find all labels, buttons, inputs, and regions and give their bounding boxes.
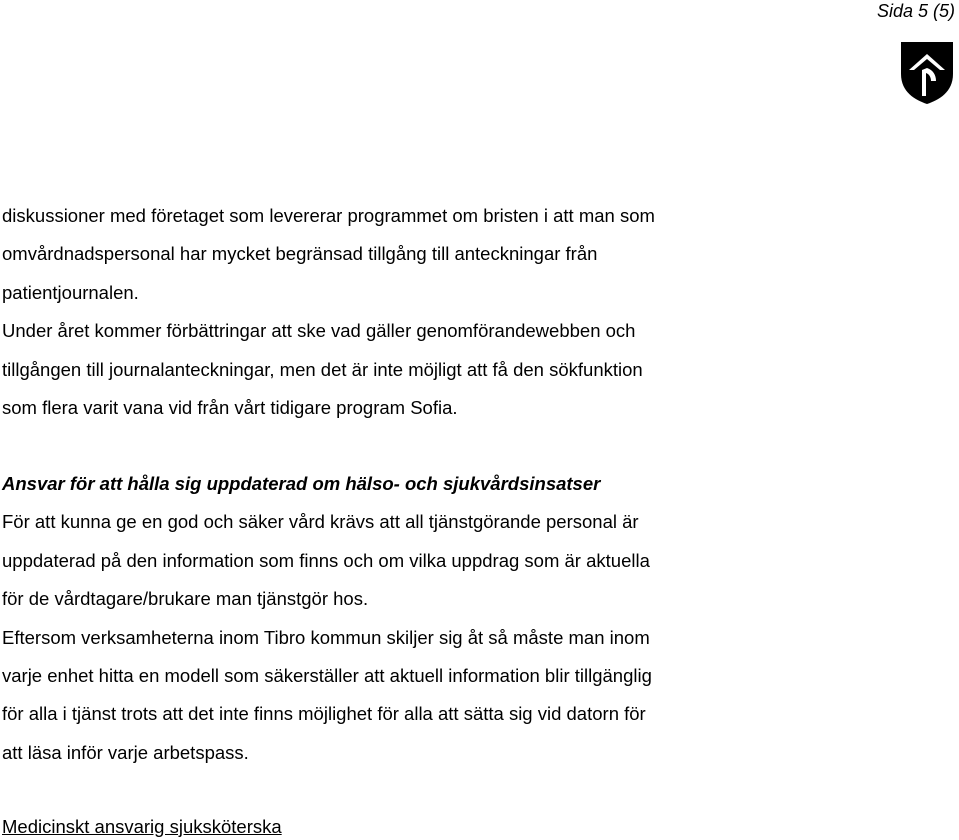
- section-heading: Ansvar för att hålla sig uppdaterad om hälso- och sjukvårdsinsatser: [2, 473, 601, 494]
- section-body: [2, 465, 652, 772]
- text-line: varje enhet hitta en modell som säkerställer att aktuell information blir tillgänglig: [2, 665, 652, 687]
- signature-title: Medicinskt ansvarig sjuksköterska: [2, 816, 282, 837]
- text-line: patientjournalen.: [2, 281, 139, 303]
- text-line: som flera varit vana vid från vårt tidigare program Sofia.: [2, 397, 458, 419]
- text-line: för de vårdtagare/brukare man tjänstgör hos.: [2, 588, 369, 610]
- page-number: Sida 5 (5): [876, 1, 955, 21]
- text-line: tillgången till journalanteckningar, men det är inte möjligt att få den sökfunktion: [2, 358, 643, 380]
- text-line: för alla i tjänst trots att det inte finns möjlighet för alla att sätta sig vid datorn för: [2, 703, 646, 725]
- intro-paragraph: [2, 197, 655, 427]
- text-line: omvårdnadspersonal har mycket begränsad tillgång till anteckningar från: [2, 243, 598, 265]
- text-line: att läsa inför varje arbetspass.: [2, 741, 249, 763]
- text-line: För att kunna ge en god och säker vård krävs att all tjänstgörande personal är: [2, 511, 639, 533]
- text-line: uppdaterad på den information som finns och om vilka uppdrag som är aktuella: [2, 549, 650, 571]
- text-line: Under året kommer förbättringar att ske vad gäller genomförandewebben och: [2, 320, 636, 342]
- municipal-coat-of-arms-icon: [899, 40, 955, 106]
- text-line: diskussioner med företaget som levererar programmet om bristen i att man som: [2, 205, 655, 226]
- text-line: Eftersom verksamheterna inom Tibro kommun skiljer sig åt så måste man inom: [2, 626, 650, 648]
